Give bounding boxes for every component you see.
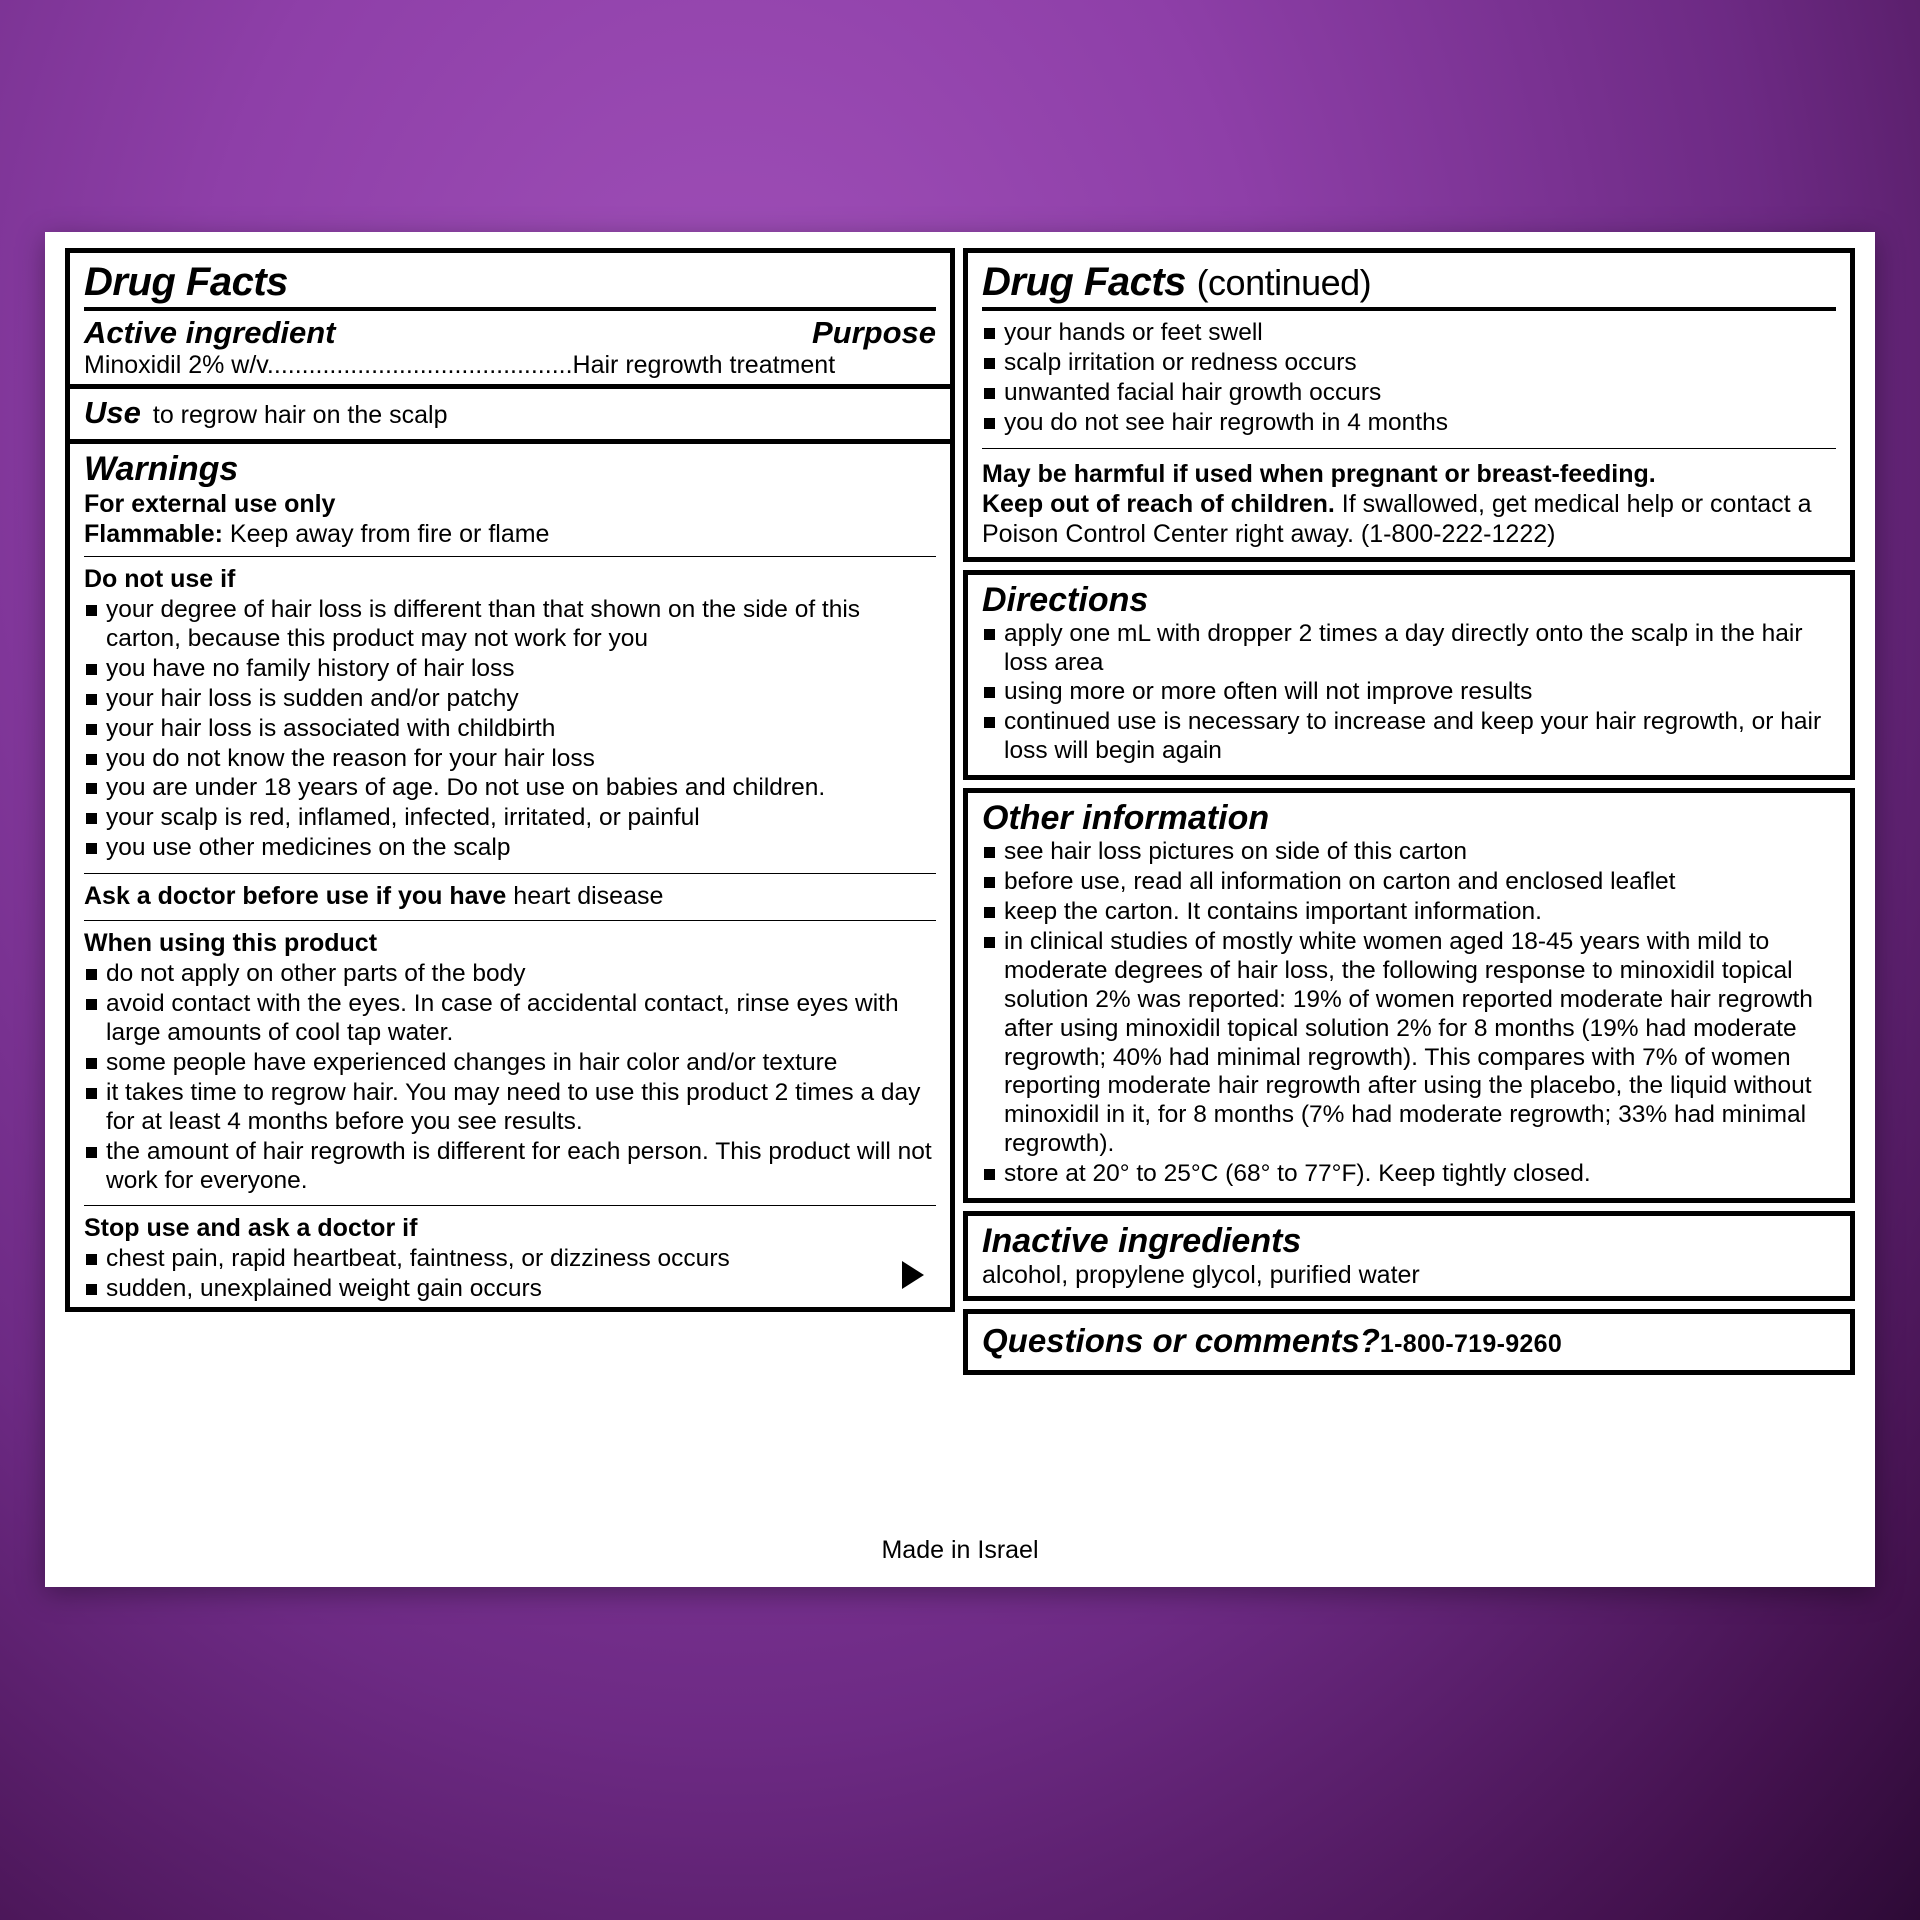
list-item: you have no family history of hair loss <box>84 655 936 684</box>
when-using-heading: When using this product <box>84 929 378 958</box>
continued-warnings-box <box>963 248 1855 562</box>
other-information-box <box>963 788 1855 1203</box>
list-item: in clinical studies of mostly white women aged 18-45 years with mild to moderate degrees of hair loss, the following response to minoxidil topical solution 2% was reported: 19% of women reported moderate hair regrowth after using minoxidil topical solution 2% for 8 months (19% had moderate regrowth; 40% had minimal regrowth). This compares with 7% of women reporting moderate hair regrowth after using the placebo, the liquid without minoxidil in it, for 8 months (7% had moderate regrowth; 33% had minimal regrowth). <box>982 928 1836 1159</box>
ask-doctor-label: Ask a doctor before use if you have <box>84 882 507 911</box>
other-information-heading: Other information <box>982 799 1270 838</box>
list-item: scalp irritation or redness occurs <box>982 349 1836 378</box>
drug-facts-label-sheet <box>45 232 1875 1587</box>
keep-out-of-reach-block <box>968 455 1850 557</box>
drug-facts-title-continued <box>968 253 1850 305</box>
warnings-heading: Warnings <box>84 450 239 488</box>
inactive-ingredients-heading: Inactive ingredients <box>982 1222 1302 1261</box>
flammable-label: Flammable: <box>84 520 223 548</box>
stop-use-continued-list <box>968 311 1850 441</box>
list-item: store at 20° to 25°C (68° to 77°F). Keep tightly closed. <box>982 1160 1836 1189</box>
list-item: see hair loss pictures on side of this carton <box>982 838 1836 867</box>
keep-out-text: If swallowed, get medical help or contact a Poison Control Center right away. (1-800-222-1222) <box>982 489 1812 548</box>
list-item: your hair loss is associated with childbirth <box>84 715 936 744</box>
list-item: apply one mL with dropper 2 times a day directly onto the scalp in the hair loss area <box>982 620 1836 678</box>
list-item: the amount of hair regrowth is different for each person. This product will not work for everyone. <box>84 1138 936 1196</box>
keep-out-label: Keep out of reach of children. <box>982 489 1335 518</box>
list-item: unwanted facial hair growth occurs <box>982 379 1836 408</box>
list-item: your scalp is red, inflamed, infected, irritated, or painful <box>84 804 936 833</box>
use-text: to regrow hair on the scalp <box>152 401 448 429</box>
ask-doctor-line <box>70 880 950 913</box>
questions-box <box>963 1309 1855 1375</box>
left-panel <box>65 248 955 1312</box>
label-panels <box>65 248 1855 1375</box>
list-item: you use other medicines on the scalp <box>84 834 936 863</box>
list-item: your degree of hair loss is different than that shown on the side of this carton, because this product may not work for you <box>84 596 936 654</box>
flammable-text: Keep away from fire or flame <box>229 520 550 548</box>
warnings-rule-2 <box>84 873 936 874</box>
questions-heading: Questions or comments? <box>982 1322 1380 1360</box>
drug-facts-title-text: Drug Facts <box>982 260 1186 304</box>
list-item: chest pain, rapid heartbeat, faintness, or dizziness occurs <box>84 1245 936 1274</box>
made-in-text: Made in Israel <box>881 1536 1039 1564</box>
do-not-use-heading: Do not use if <box>84 565 236 593</box>
warnings-external-use: For external use only <box>84 490 336 518</box>
inactive-ingredients-box <box>963 1211 1855 1301</box>
list-item: using more or more often will not improve results <box>982 678 1836 707</box>
questions-line <box>968 1314 1850 1370</box>
when-using-list <box>70 960 950 1198</box>
list-item: it takes time to regrow hair. You may need to use this product 2 times a day for at least 4 months before you see results. <box>84 1079 936 1137</box>
list-item: do not apply on other parts of the body <box>84 960 936 989</box>
warnings-rule-4 <box>84 1205 936 1206</box>
ask-doctor-text: heart disease <box>513 882 664 911</box>
list-item: continued use is necessary to increase and keep your hair regrowth, or hair loss will begin again <box>982 708 1836 766</box>
directions-heading: Directions <box>982 580 1149 619</box>
directions-box <box>963 570 1855 781</box>
list-item: you do not see hair regrowth in 4 months <box>982 409 1836 438</box>
continued-rule <box>982 448 1836 449</box>
stop-use-list <box>70 1245 950 1307</box>
right-panel <box>963 248 1855 1375</box>
inactive-ingredients-text: alcohol, propylene glycol, purified water <box>982 1261 1420 1290</box>
active-ingredient-row <box>70 311 950 351</box>
directions-list <box>968 620 1850 776</box>
active-ingredient-line: Minoxidil 2% w/v............................................Hair regrowth treatment <box>84 351 836 379</box>
warnings-rule-1 <box>84 556 936 557</box>
use-heading: Use <box>84 395 141 430</box>
list-item: you are under 18 years of age. Do not use on babies and children. <box>84 774 936 803</box>
warnings-flammable <box>70 519 950 549</box>
list-item: keep the carton. It contains important information. <box>982 898 1836 927</box>
list-item: your hair loss is sudden and/or patchy <box>84 685 936 714</box>
drug-facts-title: Drug Facts <box>84 260 288 304</box>
pregnancy-warning: May be harmful if used when pregnant or breast-feeding. <box>982 459 1656 488</box>
other-information-list <box>968 838 1850 1198</box>
warnings-rule-3 <box>84 920 936 921</box>
list-item: some people have experienced changes in hair color and/or texture <box>84 1049 936 1078</box>
stop-use-heading: Stop use and ask a doctor if <box>84 1214 418 1243</box>
list-item: sudden, unexplained weight gain occurs <box>84 1275 936 1304</box>
use-section <box>70 389 950 439</box>
purpose-heading: Purpose <box>811 315 936 350</box>
list-item: your hands or feet swell <box>982 319 1836 348</box>
list-item: before use, read all information on carton and enclosed leaflet <box>982 868 1836 897</box>
do-not-use-list <box>70 596 950 866</box>
list-item: avoid contact with the eyes. In case of accidental contact, rinse eyes with large amounts of cool tap water. <box>84 990 936 1048</box>
list-item: you do not know the reason for your hair loss <box>84 745 936 774</box>
active-ingredient-heading: Active ingredient <box>84 315 336 350</box>
continued-suffix: (continued) <box>1196 262 1372 303</box>
questions-phone-number[interactable]: 1-800-719-9260 <box>1379 1330 1563 1359</box>
continuation-arrow-icon <box>902 1261 924 1289</box>
